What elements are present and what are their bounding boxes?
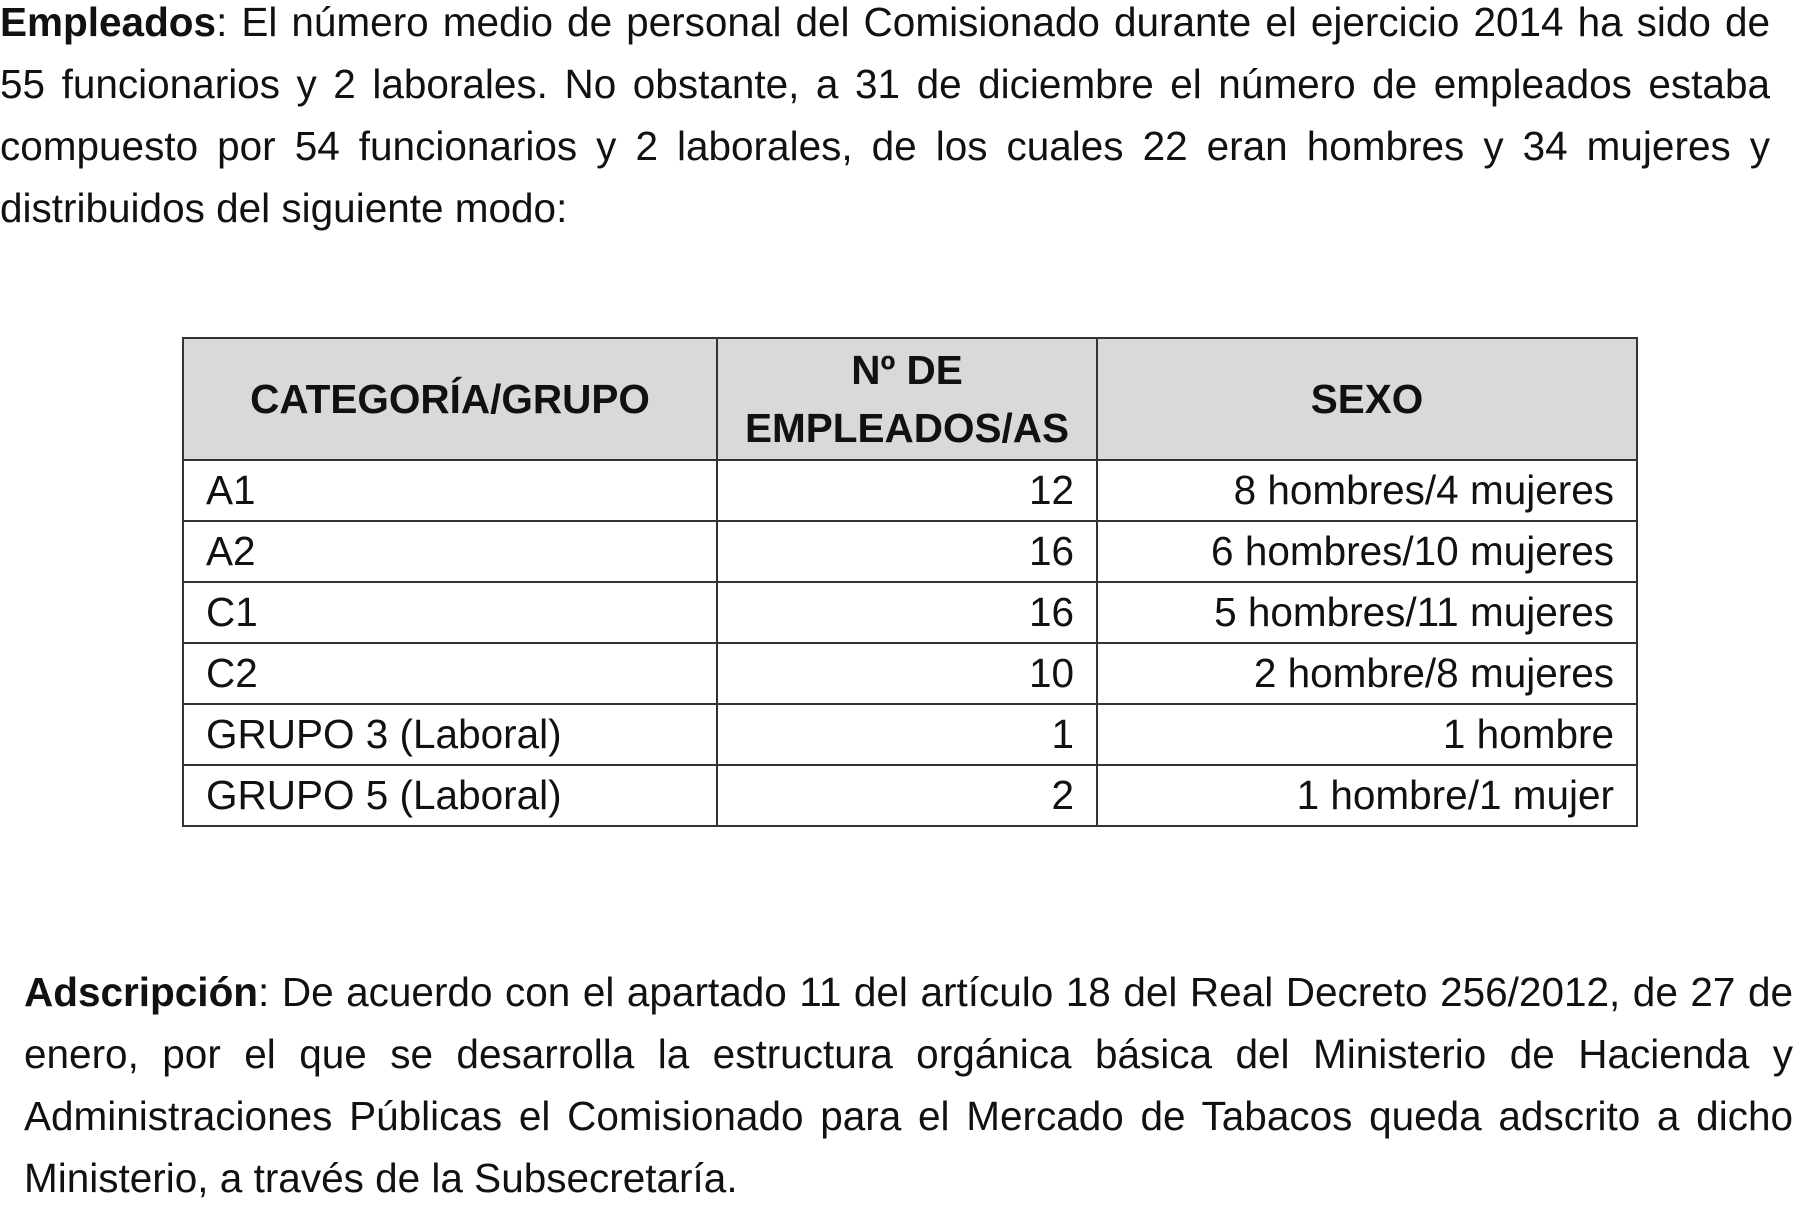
cell-sex: 1 hombre — [1097, 704, 1637, 765]
header-sex: SEXO — [1097, 338, 1637, 460]
cell-count: 16 — [717, 582, 1097, 643]
cell-category: A1 — [183, 460, 717, 521]
table-row — [183, 704, 1637, 765]
cell-category: A2 — [183, 521, 717, 582]
table-row — [183, 765, 1637, 826]
cell-count: 10 — [717, 643, 1097, 704]
cell-category: C2 — [183, 643, 717, 704]
adscripcion-paragraph — [24, 961, 1793, 1209]
header-count-line2: EMPLEADOS/AS — [744, 405, 1070, 451]
cell-count: 12 — [717, 460, 1097, 521]
cell-sex: 8 hombres/4 mujeres — [1097, 460, 1637, 521]
header-count — [717, 338, 1097, 460]
adscripcion-text: : De acuerdo con el apartado 11 del artículo 18 del Real Decreto 256/2012, de 27 de enero, por el que se desarrolla la estructura orgánica básica del Ministerio de Hacienda y Administraciones Públicas el Comisionado para el Mercado de Tabacos queda adscrito a dicho Ministerio, a través de la Subsecretaría. — [24, 969, 1793, 1201]
adscripcion-heading: Adscripción — [24, 969, 259, 1015]
cell-category: GRUPO 3 (Laboral) — [183, 704, 717, 765]
cell-count: 16 — [717, 521, 1097, 582]
empleados-heading: Empleados — [0, 0, 217, 45]
table-header-row — [183, 338, 1637, 460]
table-row — [183, 521, 1637, 582]
cell-sex: 1 hombre/1 mujer — [1097, 765, 1637, 826]
table-row — [183, 643, 1637, 704]
empleados-paragraph — [0, 0, 1770, 239]
table-row — [183, 582, 1637, 643]
empleados-text: : El número medio de personal del Comisionado durante el ejercicio 2014 ha sido de 55 funcionarios y 2 laborales. No obstante, a 31 de diciembre el número de empleados estaba compuesto por 54 funcionarios y 2 laborales, de los cuales 22 eran hombres y 34 mujeres y distribuidos del siguiente modo: — [0, 0, 1770, 231]
cell-sex: 2 hombre/8 mujeres — [1097, 643, 1637, 704]
cell-category: C1 — [183, 582, 717, 643]
staff-table — [182, 337, 1638, 827]
header-category: CATEGORÍA/GRUPO — [183, 338, 717, 460]
header-count-line1: Nº DE — [851, 347, 963, 393]
cell-category: GRUPO 5 (Laboral) — [183, 765, 717, 826]
cell-sex: 6 hombres/10 mujeres — [1097, 521, 1637, 582]
cell-count: 1 — [717, 704, 1097, 765]
cell-sex: 5 hombres/11 mujeres — [1097, 582, 1637, 643]
table-row — [183, 460, 1637, 521]
cell-count: 2 — [717, 765, 1097, 826]
